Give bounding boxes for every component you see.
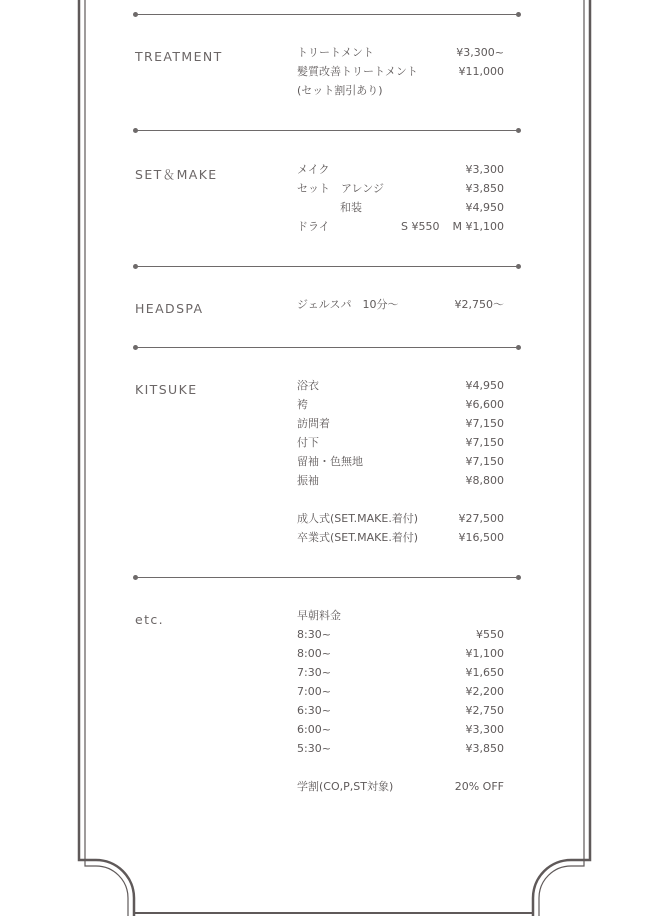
treatment-items <box>297 43 504 100</box>
menu-item <box>297 739 504 758</box>
item-price: ¥3,850 <box>465 742 504 755</box>
menu-item <box>297 509 504 528</box>
menu-item <box>297 160 504 179</box>
section-divider <box>135 577 519 578</box>
item-label: 5:30~ <box>297 742 331 755</box>
item-label: 髪質改善トリートメント <box>297 65 418 78</box>
section-divider <box>135 347 519 348</box>
menu-item <box>297 606 504 625</box>
menu-item <box>297 81 504 100</box>
menu-item <box>297 471 504 490</box>
item-label: 6:00~ <box>297 723 331 736</box>
item-label: 早朝料金 <box>297 609 341 622</box>
item-price: ¥2,750～ <box>454 298 504 311</box>
item-price: ¥4,950 <box>465 379 504 392</box>
item-price: ¥8,800 <box>465 474 504 487</box>
menu-item <box>297 682 504 701</box>
category-etc: etc. <box>135 612 165 627</box>
item-price: ¥1,100 <box>465 647 504 660</box>
category-set-make: SET＆MAKE <box>135 167 218 182</box>
item-label: 訪問着 <box>297 417 330 430</box>
menu-item <box>297 625 504 644</box>
menu-item <box>297 777 504 796</box>
menu-item <box>297 433 504 452</box>
menu-item <box>297 179 504 198</box>
item-label: 袴 <box>297 398 308 411</box>
item-price: ¥16,500 <box>458 531 504 544</box>
item-price: ¥2,200 <box>465 685 504 698</box>
spacer <box>297 758 504 777</box>
item-price: ¥11,000 <box>458 65 504 78</box>
item-price: 20% OFF <box>454 780 504 793</box>
menu-item <box>297 528 504 547</box>
item-price-medium: M ¥1,100 <box>452 220 504 233</box>
set-make-items <box>297 160 504 236</box>
menu-item <box>297 701 504 720</box>
item-label: 留袖・色無地 <box>297 455 363 468</box>
item-label: メイク <box>297 163 330 176</box>
item-label: (セット割引あり) <box>297 84 383 97</box>
menu-item <box>297 295 504 314</box>
category-headspa: HEADSPA <box>135 301 204 316</box>
item-price: ¥1,650 <box>465 666 504 679</box>
menu-item <box>297 414 504 433</box>
item-price-small: S ¥550 <box>401 220 440 233</box>
item-label: 成人式(SET.MAKE.着付) <box>297 512 419 525</box>
item-label: 振袖 <box>297 474 319 487</box>
item-price: ¥6,600 <box>465 398 504 411</box>
item-label: 和装 <box>340 201 362 214</box>
item-price: ¥3,300 <box>465 723 504 736</box>
item-price: ¥3,850 <box>465 182 504 195</box>
etc-items <box>297 606 504 796</box>
menu-item <box>297 644 504 663</box>
section-divider <box>135 266 519 267</box>
item-price: ¥550 <box>476 628 504 641</box>
item-label: ドライ <box>297 220 330 233</box>
item-label: 7:30~ <box>297 666 331 679</box>
menu-item <box>297 43 504 62</box>
item-label: 7:00~ <box>297 685 331 698</box>
section-divider <box>135 130 519 131</box>
item-price: ¥7,150 <box>465 455 504 468</box>
menu-item <box>297 198 504 217</box>
item-label: 8:00~ <box>297 647 331 660</box>
item-label: セット アレンジ <box>297 182 385 195</box>
item-label: 6:30~ <box>297 704 331 717</box>
item-label: 浴衣 <box>297 379 319 392</box>
menu-item <box>297 376 504 395</box>
category-treatment: TREATMENT <box>135 49 223 64</box>
item-label: 8:30~ <box>297 628 331 641</box>
menu-item <box>297 720 504 739</box>
item-price: ¥7,150 <box>465 417 504 430</box>
item-label: 学割(CO,P,ST対象) <box>297 780 394 793</box>
category-kitsuke: KITSUKE <box>135 382 198 397</box>
item-price: ¥4,950 <box>465 201 504 214</box>
item-price: ¥27,500 <box>458 512 504 525</box>
item-price: ¥3,300 <box>465 163 504 176</box>
item-price: ¥2,750 <box>465 704 504 717</box>
menu-item <box>297 452 504 471</box>
item-label: トリートメント <box>297 46 374 59</box>
item-label: ジェルスパ 10分～ <box>297 298 399 311</box>
section-divider <box>135 14 519 15</box>
item-label: 付下 <box>297 436 319 449</box>
headspa-items <box>297 295 504 314</box>
item-price: ¥3,300~ <box>456 46 504 59</box>
kitsuke-items <box>297 376 504 547</box>
item-price: ¥7,150 <box>465 436 504 449</box>
menu-item <box>297 217 504 236</box>
item-label: 卒業式(SET.MAKE.着付) <box>297 531 419 544</box>
spacer <box>297 490 504 509</box>
menu-item <box>297 395 504 414</box>
menu-item <box>297 663 504 682</box>
menu-item <box>297 62 504 81</box>
